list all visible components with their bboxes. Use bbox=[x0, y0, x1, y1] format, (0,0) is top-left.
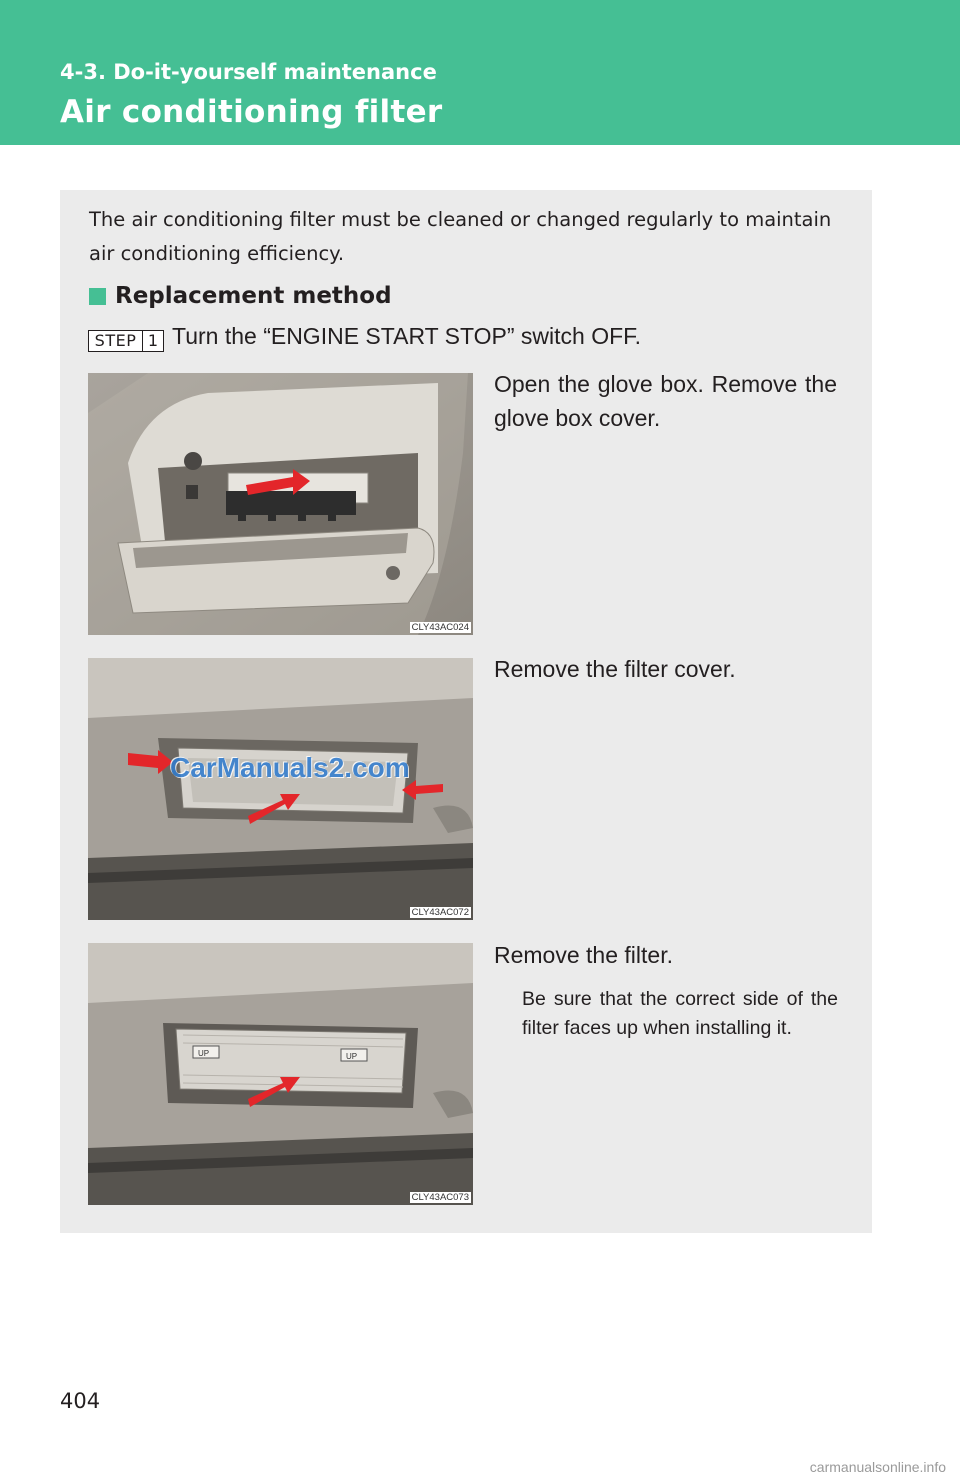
replacement-heading-label: Replacement method bbox=[115, 283, 392, 309]
step-4-note: Be sure that the correct side of the filter faces up when installing it. bbox=[522, 988, 838, 1039]
intro-text: The air conditioning filter must be cleaned or changed regularly to maintain air conditioning efficiency. bbox=[89, 208, 832, 265]
step-3-text: Remove the filter cover. bbox=[494, 656, 736, 682]
image-code: CLY43AC073 bbox=[411, 1192, 469, 1203]
image-code: CLY43AC072 bbox=[411, 907, 469, 918]
step-2-text: Open the glove box. Remove the glove box cover. bbox=[494, 371, 837, 431]
footer-site-text: carmanualsonline.info bbox=[809, 1459, 946, 1475]
step-1-text: Turn the “ENGINE START STOP” switch OFF. bbox=[172, 323, 642, 349]
filter-illustration bbox=[88, 943, 473, 1205]
step-1-badge bbox=[88, 330, 164, 352]
filter-cover-illustration bbox=[88, 658, 473, 920]
watermark: CarManuals2.com bbox=[170, 752, 410, 783]
glove-box-illustration bbox=[88, 373, 473, 635]
step-4-text: Remove the filter. bbox=[494, 942, 673, 968]
page-title: Air conditioning filter bbox=[60, 94, 443, 130]
filter-up-label: UP bbox=[346, 1052, 358, 1061]
image-code: CLY43AC024 bbox=[411, 622, 469, 633]
filter-up-label: UP bbox=[198, 1049, 210, 1058]
page-number: 404 bbox=[60, 1389, 101, 1413]
replacement-heading bbox=[89, 283, 392, 309]
section-label: 4-3. Do-it-yourself maintenance bbox=[60, 60, 437, 84]
step-word: STEP bbox=[89, 331, 143, 351]
square-bullet-icon bbox=[89, 288, 106, 305]
step-number: 1 bbox=[147, 331, 159, 350]
